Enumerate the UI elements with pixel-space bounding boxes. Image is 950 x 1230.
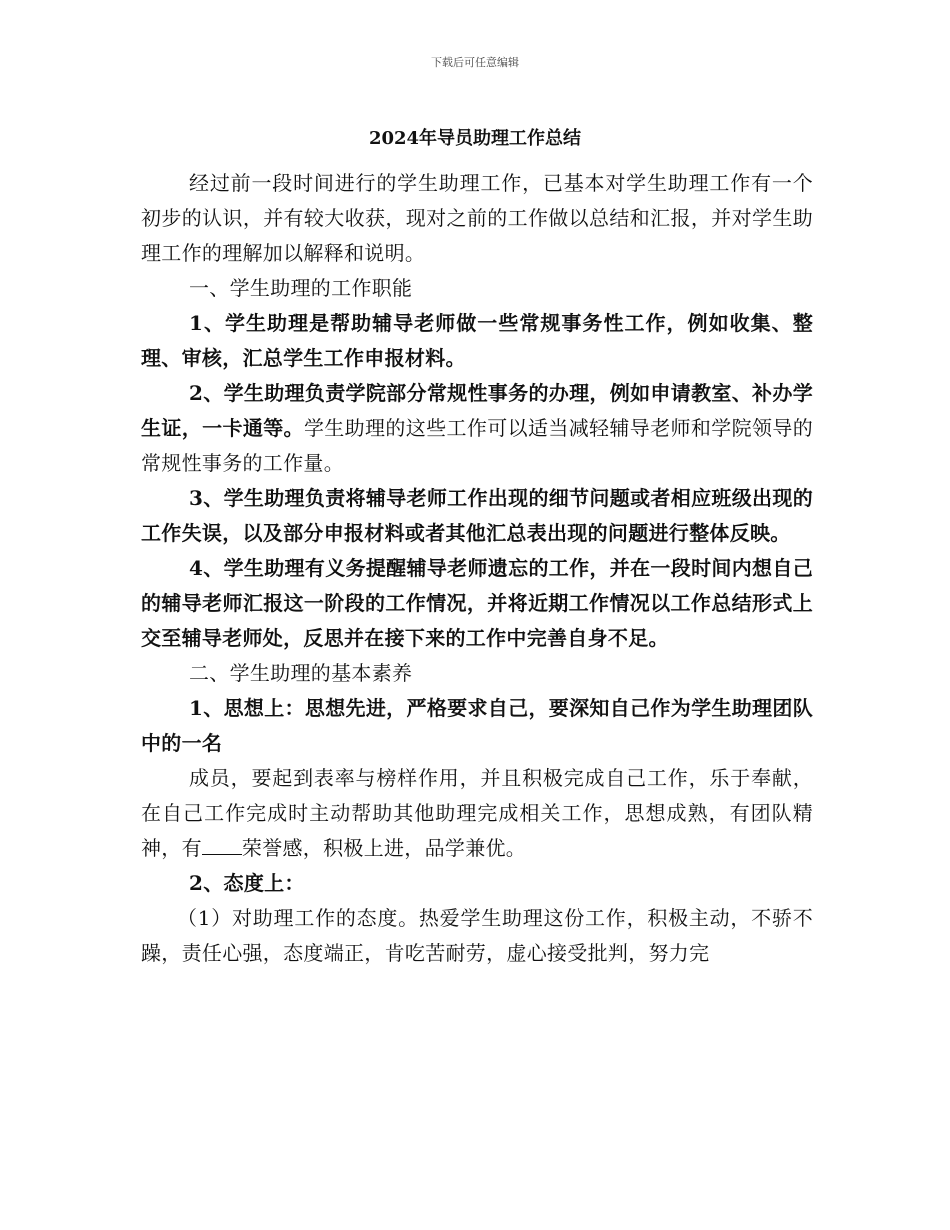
quality-item-1-text-b: 荣誉感，积极上进，品学兼优。 — [241, 836, 527, 860]
duty-item-2-normal: 学生助理的这些工作可以适当减轻辅导老师和学院领导的常规性事务的工作量。 — [141, 416, 814, 475]
header-note: 下载后可任意编辑 — [431, 56, 519, 69]
quality-item-1-continued — [141, 761, 813, 866]
document-body — [141, 166, 813, 971]
duty-item-2-bold: 2、学生助理负责学院部分常规性事务的办理，例如申请教室、补办学生证，一卡通等。 — [141, 381, 813, 440]
blank-underline — [202, 838, 242, 855]
section-heading-duties: 一、学生助理的工作职能 — [189, 276, 413, 300]
duty-item-1: 1、学生助理是帮助辅导老师做一些常规事务性工作，例如收集、整理、审核，汇总学生工作申报材料。 — [141, 311, 813, 370]
duty-item-4: 4、学生助理有义务提醒辅导老师遗忘的工作，并在一段时间内想自己的辅导老师汇报这一阶段的工作情况，并将近期工作情况以工作总结形式上交至辅导老师处，反思并在接下来的工作中完善自身不足。 — [141, 556, 813, 650]
intro-paragraph: 经过前一段时间进行的学生助理工作，已基本对学生助理工作有一个初步的认识，并有较大收获，现对之前的工作做以总结和汇报，并对学生助理工作的理解加以解释和说明。 — [141, 171, 813, 265]
document-title: 2024年导员助理工作总结 — [368, 128, 582, 149]
section-heading-qualities: 二、学生助理的基本素养 — [189, 661, 413, 685]
duty-item-2 — [141, 376, 813, 481]
quality-item-1-text-a: 成员，要起到表率与榜样作用，并且积极完成自己工作，乐于奉献，在自己工作完成时主动帮助其他助理完成相关工作，思想成熟，有团队精神，有 — [141, 766, 813, 860]
duty-item-3: 3、学生助理负责将辅导老师工作出现的细节问题或者相应班级出现的工作失误，以及部分申报材料或者其他汇总表出现的问题进行整体反映。 — [141, 486, 813, 545]
quality-item-2: 2、态度上： — [189, 871, 305, 895]
quality-item-1: 1、思想上：思想先进，严格要求自己，要深知自己作为学生助理团队中的一名 — [141, 696, 813, 755]
attitude-item-1: （1）对助理工作的态度。热爱学生助理这份工作，积极主动，不骄不躁，责任心强，态度端正，肯吃苦耐劳，虚心接受批判，努力完 — [141, 906, 813, 965]
